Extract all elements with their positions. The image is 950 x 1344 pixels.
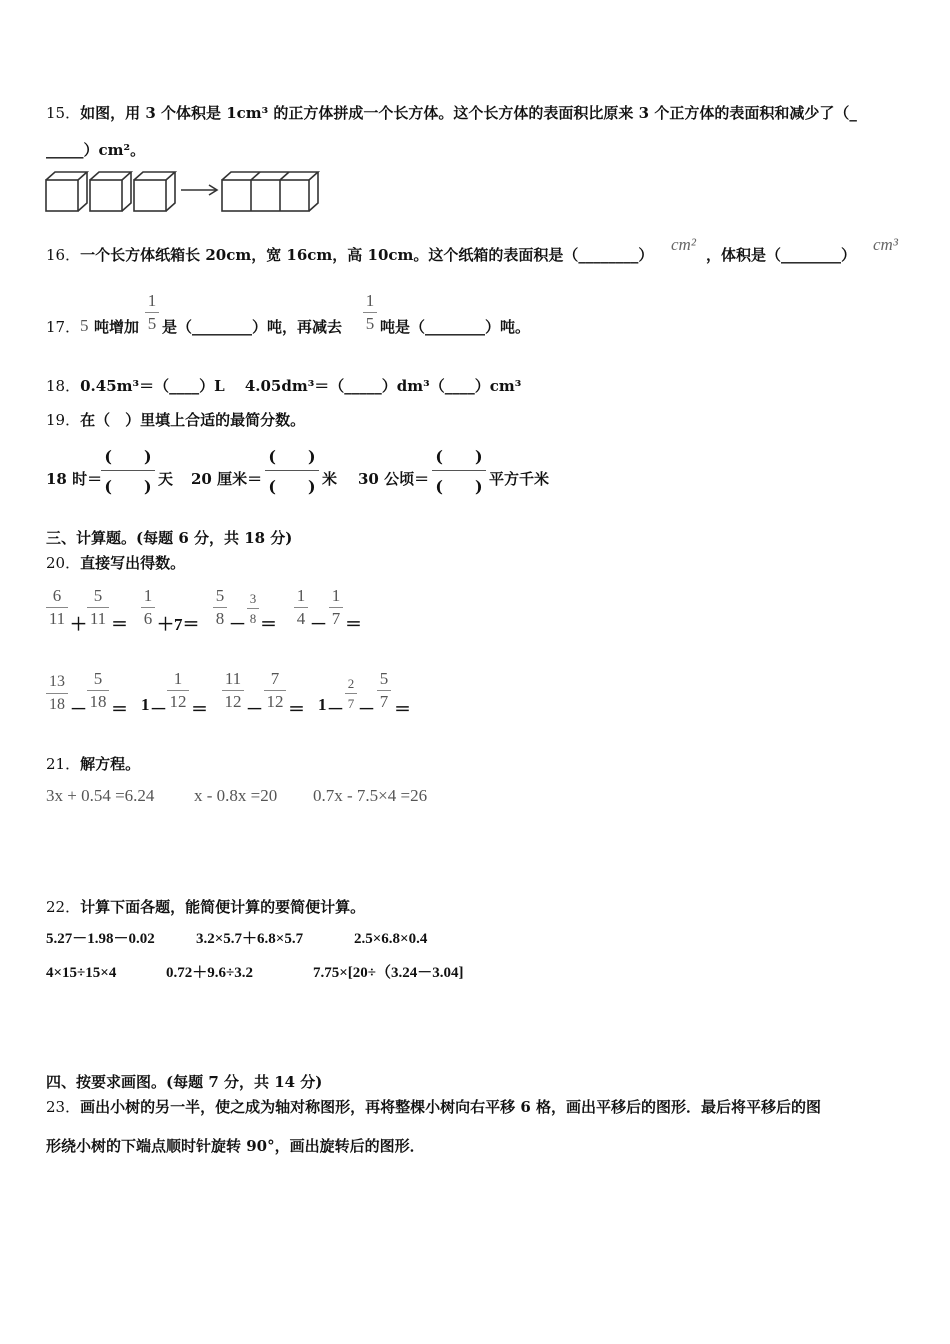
calc-6: 7.75×[20÷（3.24－3.04]	[313, 965, 464, 981]
op-plus: ＋	[70, 615, 87, 634]
arrow-icon	[181, 185, 217, 195]
q19-unit-3: 平方千米	[489, 470, 550, 488]
frac-5-7: 5 7	[377, 670, 391, 711]
q23-line2: 形绕小树的下端点顺时针旋转 90°，画出旋转后的图形．	[46, 1137, 425, 1155]
one: 1	[318, 695, 327, 714]
cube-diagram	[44, 168, 324, 214]
q22-title: 22．计算下面各题，能简便计算的要简便计算。	[46, 898, 366, 916]
q17-whole: 5	[80, 316, 89, 335]
unit-cm3: cm³	[873, 235, 898, 254]
op-plus7: ＋7＝	[157, 615, 200, 634]
q18-line: 18．0.45m³＝（____）L 4.05dm³＝（_____）dm³（____）cm³	[46, 377, 522, 395]
q17-t3: 吨是（________）吨。	[380, 318, 531, 336]
frac-1-12: 1 12	[167, 670, 189, 711]
frac-13-18: 13 18	[46, 673, 68, 714]
q19-title: 19．在（ ）里填上合适的最简分数。	[46, 411, 306, 429]
cube-1	[46, 172, 87, 211]
cube-3	[134, 172, 175, 211]
op-eq: ＝	[394, 700, 411, 719]
frac-11-12: 11 12	[222, 670, 244, 711]
frac-2-7: 2 7	[345, 676, 357, 711]
q16-text2: ，体积是（________）	[706, 246, 857, 264]
equation-2: x - 0.8x =20	[194, 786, 278, 805]
q19-lhs-3: 30 公顷＝	[358, 470, 430, 488]
q17-frac-2: 1 5	[363, 292, 377, 333]
op-minus: －	[229, 615, 246, 634]
equation-3: 0.7x - 7.5×4 =26	[313, 786, 428, 805]
q19-unit-1: 天	[158, 470, 174, 488]
calc-2: 3.2×5.7＋6.8×5.7	[196, 931, 304, 947]
op-eq: ＝	[111, 700, 128, 719]
frac-6-11: 6 11	[46, 587, 68, 628]
calc-3: 2.5×6.8×0.4	[354, 931, 428, 947]
cube-2	[90, 172, 131, 211]
frac-5-8: 5 8	[213, 587, 227, 628]
frac-1-4: 1 4	[294, 587, 308, 628]
op-minus: －	[327, 700, 344, 719]
q23-line1: 23．画出小树的另一半，使之成为轴对称图形，再将整棵小树向右平移 6 格，画出平移后的图形．最后将平移后的图	[46, 1098, 821, 1116]
op-eq: ＝	[191, 700, 208, 719]
q17-t2: 是（________）吨，再减去	[162, 318, 343, 336]
calc-4: 4×15÷15×4	[46, 965, 117, 981]
op-minus: －	[246, 700, 263, 719]
q19-frac-1[interactable]: ( ) ( )	[101, 444, 155, 497]
one: 1	[141, 695, 150, 714]
op-eq: ＝	[345, 615, 362, 634]
q17-frac-1: 1 5	[145, 292, 159, 333]
q19-frac-3[interactable]: ( ) ( )	[432, 444, 486, 497]
q19-frac-2[interactable]: ( ) ( )	[265, 444, 319, 497]
equation-1: 3x + 0.54 =6.24	[46, 786, 155, 805]
q19-lhs-1: 18 时＝	[46, 470, 103, 488]
frac-1-7: 1 7	[329, 587, 343, 628]
calc-1: 5.27－1.98－0.02	[46, 931, 155, 947]
frac-3-8: 3 8	[247, 591, 259, 626]
frac-5-18: 5 18	[87, 670, 109, 711]
q19-unit-2: 米	[322, 470, 338, 488]
q17-num: 17．	[46, 318, 81, 336]
q21-title: 21．解方程。	[46, 755, 141, 773]
unit-cm2: cm²	[671, 235, 696, 254]
q19-lhs-2: 20 厘米＝	[191, 470, 263, 488]
op-minus: －	[70, 700, 87, 719]
frac-1-6: 1 6	[141, 587, 155, 628]
op-minus: －	[150, 700, 167, 719]
op-minus: －	[358, 700, 375, 719]
q20-title: 20．直接写出得数。	[46, 554, 186, 572]
q15-line1: 15．如图，用 3 个体积是 1cm³ 的正方体拼成一个长方体。这个长方体的表面积比原来 3 个正方体的表面积和减少了（_	[46, 104, 857, 122]
section-4-heading: 四、按要求画图。(每题 7 分，共 14 分)	[46, 1073, 323, 1091]
q15-line2: _____）cm²。	[46, 141, 146, 159]
calc-5: 0.72＋9.6÷3.2	[166, 965, 253, 981]
op-minus: －	[310, 615, 327, 634]
q17-t1: 吨增加	[94, 318, 140, 336]
op-eq: ＝	[111, 615, 128, 634]
frac-7-12: 7 12	[264, 670, 286, 711]
op-eq: ＝	[260, 615, 277, 634]
frac-5-11: 5 11	[87, 587, 109, 628]
op-eq: ＝	[288, 700, 305, 719]
q16-line: 16．一个长方体纸箱长 20cm，宽 16cm，高 10cm。这个纸箱的表面积是（________）	[46, 246, 654, 264]
section-3-heading: 三、计算题。(每题 6 分，共 18 分)	[46, 529, 293, 547]
cuboid	[222, 172, 318, 211]
